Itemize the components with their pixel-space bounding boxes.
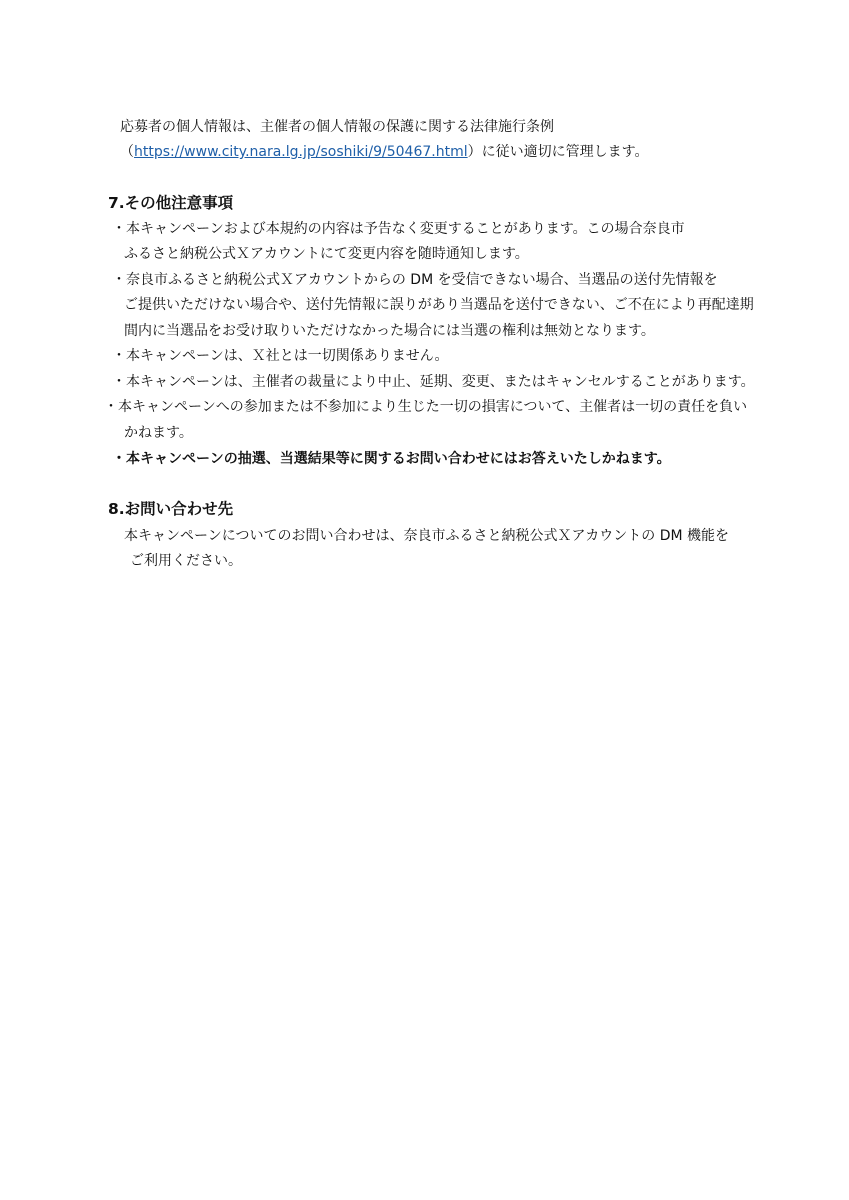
- section-7-item-2-cont-2: 間内に当選品をお受け取りいただけなかった場合には当選の権利は無効となります。: [124, 323, 655, 339]
- privacy-text-rest: ）に従い適切に管理します。: [467, 144, 649, 160]
- section-7-item-5-cont: かねます。: [124, 425, 193, 441]
- paren-open: （: [120, 144, 134, 160]
- section-7-item-3: ・本キャンペーンは、Ｘ社とは一切関係ありません。: [112, 348, 449, 364]
- privacy-text-line-1: 応募者の個人情報は、主催者の個人情報の保護に関する法律施行条例: [120, 119, 554, 135]
- section-7-item-5: ・本キャンペーンへの参加または不参加により生じた一切の損害について、主催者は一切の責任を負い: [104, 399, 748, 415]
- section-7-item-1: ・本キャンペーンおよび本規約の内容は予告なく変更することがあります。この場合奈良市: [112, 221, 685, 237]
- section-7-item-1-cont: ふるさと納税公式Ｘアカウントにて変更内容を随時通知します。: [124, 246, 529, 262]
- section-8-heading: 8.お問い合わせ先: [108, 500, 234, 518]
- section-7-item-6: ・本キャンペーンの抽選、当選結果等に関するお問い合わせにはお答えいたしかねます。: [112, 451, 671, 467]
- section-7-item-2: ・奈良市ふるさと納税公式Ｘアカウントからの DM を受信できない場合、当選品の送付先情報を: [112, 272, 718, 288]
- section-8-text-line-1: 本キャンペーンについてのお問い合わせは、奈良市ふるさと納税公式Ｘアカウントの DM 機能を: [124, 528, 730, 544]
- privacy-ordinance-link[interactable]: https://www.city.nara.lg.jp/soshiki/9/50467.html: [134, 144, 468, 160]
- section-7-heading: 7.その他注意事項: [108, 194, 234, 212]
- privacy-text-line-2: [120, 142, 649, 162]
- section-8-text-line-2: ご利用ください。: [130, 553, 242, 569]
- section-7-item-4: ・本キャンペーンは、主催者の裁量により中止、延期、変更、またはキャンセルすることがあります。: [112, 374, 755, 390]
- section-7-item-2-cont-1: ご提供いただけない場合や、送付先情報に誤りがあり当選品を送付できない、ご不在により再配達期: [124, 297, 754, 313]
